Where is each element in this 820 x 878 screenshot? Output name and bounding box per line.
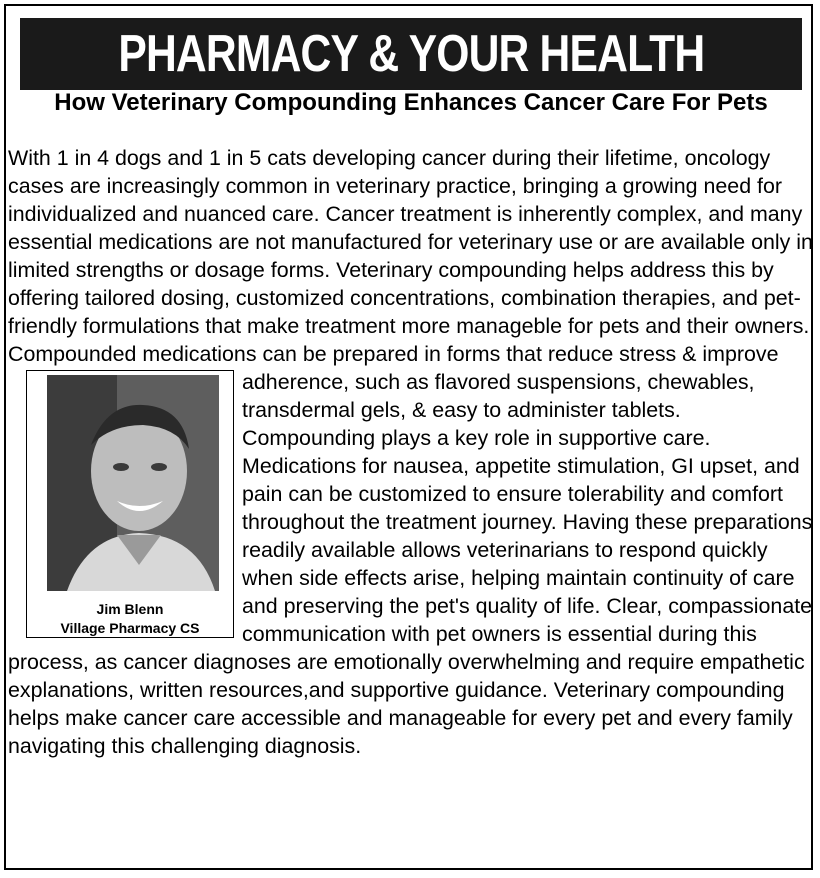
article-body-container [8, 144, 816, 760]
author-photo [47, 375, 219, 591]
article-headline: How Veterinary Compounding Enhances Cancer Care For Pets [54, 89, 768, 116]
author-name: Jim Blenn [96, 601, 164, 617]
author-affiliation: Village Pharmacy CS [60, 620, 200, 636]
portrait-image-icon [47, 375, 219, 591]
article-body-text: With 1 in 4 dogs and 1 in 5 cats developing cancer during their lifetime, oncology cases are increasingly common in veterinary practice, bringing a growing need for individualized and nuanced care. Cancer treatment is inherently complex, and many essential medications are not manufactured for veterinary use or are available only in limited strengths or dosage forms. Veterinary compounding helps address this by offering tailored dosing, customized concentrations, combination therapies, and pet-friendly formulations that make treatment more manageble for pets and their owners. Compounded medications can be prepared in forms that reduce stress & improve adherence, such as flavored suspensions, chewables, transdermal gels, & easy to administer tablets. Compounding plays a key role in supportive care. Medications for nausea, appetite stimulation, GI upset, and pain can be customized to ensure tolerability and comfort throughout the treatment journey. Having these preparations readily available allows veterinarians to respond quickly when side effects arise, helping maintain continuity of care and preserving the pet's quality of life. Clear, compassionate communication with pet owners is essential during this process, as cancer diagnoses are emotionally overwhelming and require empathetic explanations, written resources,and supportive guidance. Veterinary compounding helps make cancer care accessible and manageable for every pet and every family navigating this challenging diagnosis. [8, 146, 813, 758]
column-title: PHARMACY & YOUR HEALTH [117, 25, 705, 83]
author-photo-box [26, 370, 234, 638]
column-banner [20, 18, 802, 90]
